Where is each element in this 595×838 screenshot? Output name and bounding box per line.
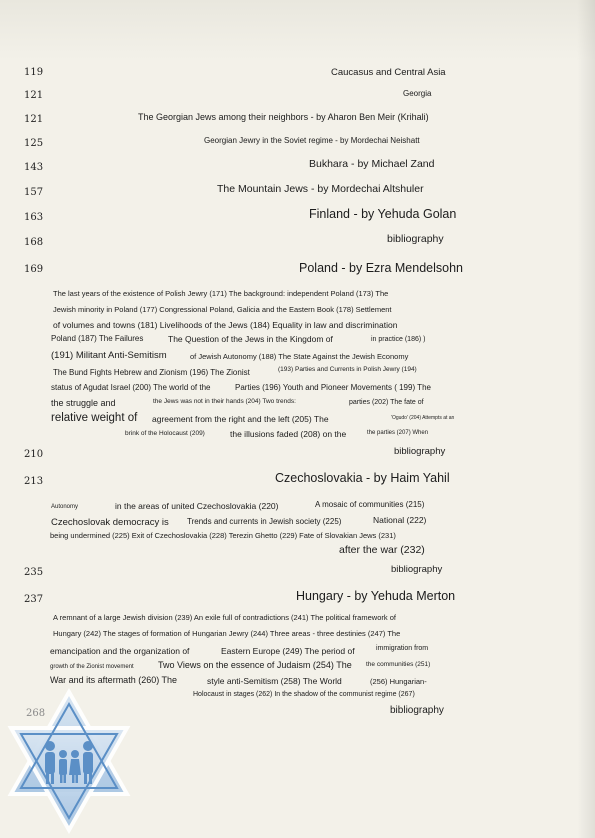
poland-subtopic: status of Agudat Israel (200) The world of the (51, 383, 211, 392)
czech-subtopic: after the war (232) (339, 544, 425, 556)
hungary-subtopic: style anti-Semitism (258) The World (207, 676, 342, 686)
toc-title: Georgian Jewry in the Soviet regime - by Mordechai Neishatt (204, 136, 420, 145)
page-number: 157 (24, 187, 44, 198)
hungary-subtopic: immigration from (376, 645, 429, 652)
toc-title: The Mountain Jews - by Mordechai Altshuler (217, 183, 424, 195)
toc-bibliography: bibliography (394, 446, 446, 457)
hungary-subtopic: Hungary (242) The stages of formation of Hungarian Jewry (244) Three areas - three destinies (247) The (53, 629, 401, 638)
toc-title: Finland - by Yehuda Golan (309, 207, 457, 221)
toc-title: Czechoslovakia - by Haim Yahil (275, 471, 450, 485)
hungary-subtopic: emancipation and the organization of (50, 646, 190, 656)
poland-subtopic: the Jews was not in their hands (204) Two trends: (153, 398, 296, 405)
poland-subtopic: The Question of the Jews in the Kingdom of (168, 334, 333, 344)
poland-subtopic: in practice (186) ) (371, 336, 426, 343)
hungary-subtopic: (256) Hungarian- (370, 677, 427, 686)
poland-subtopic: the struggle and (51, 398, 116, 408)
page-edge-shadow (577, 0, 595, 838)
toc-bibliography: bibliography (387, 233, 444, 245)
poland-subtopic: of volumes and towns (181) Livelihoods of the Jews (184) Equality in law and discrimination (53, 320, 398, 330)
poland-subtopic: of Jewish Autonomy (188) The State Against the Jewish Economy (190, 352, 409, 361)
poland-subtopic: (193) Parties and Currents in Polish Jewry (194) (278, 366, 417, 373)
page-number: 119 (24, 67, 44, 78)
czech-subtopic: Czechoslovak democracy is (51, 517, 169, 528)
czech-subtopic: National (222) (373, 515, 427, 525)
toc-title: Hungary - by Yehuda Merton (296, 589, 456, 603)
poland-subtopic: 'Ogudo' (204) Attempts at an (391, 415, 455, 421)
poland-subtopic: The Bund Fights Hebrew and Zionism (196) The Zionist (53, 368, 250, 377)
toc-title: Bukhara - by Michael Zand (309, 158, 435, 170)
poland-subtopic: the illusions faded (208) on the (230, 429, 347, 439)
poland-subtopic: Jewish minority in Poland (177) Congressional Poland, Galicia and the Eastern Book (178) Settlement (53, 305, 392, 314)
hungary-subtopic: Holocaust in stages (262) In the shadow of the communist regime (267) (193, 691, 415, 698)
poland-subtopic: (191) Militant Anti-Semitism (51, 350, 167, 361)
page-number: 125 (24, 138, 44, 149)
page-number: 268 (26, 708, 46, 719)
toc-title: The Georgian Jews among their neighbors - by Aharon Ben Meir (Krihali) (138, 112, 429, 122)
hungary-subtopic: growth of the Zionist movement (50, 664, 134, 670)
page-number: 143 (24, 162, 44, 173)
poland-subtopic: agreement from the right and the left (205) The (152, 414, 329, 424)
toc-bibliography: bibliography (390, 705, 444, 716)
page-number: 168 (24, 237, 44, 248)
hungary-subtopic: A remnant of a large Jewish division (239) An exile full of contradictions (241) The political framework of (53, 613, 396, 622)
toc-title: Georgia (403, 89, 432, 98)
page-number: 235 (24, 567, 44, 578)
page-number: 121 (24, 90, 44, 101)
hungary-subtopic: War and its aftermath (260) The (50, 675, 178, 685)
hungary-subtopic: Two Views on the essence of Judaism (254) The (158, 660, 352, 670)
star-of-david-family-logo (6, 688, 132, 834)
toc-bibliography: bibliography (391, 564, 443, 575)
poland-subtopic: brink of the Holocaust (209) (125, 430, 205, 437)
poland-subtopic: Poland (187) The Failures (51, 334, 144, 343)
page-number: 237 (24, 594, 44, 605)
czech-subtopic: Trends and currents in Jewish society (225) (187, 517, 342, 526)
poland-subtopic: The last years of the existence of Polish Jewry (171) The background: independent Poland (173) The (53, 289, 389, 298)
toc-title: Poland - by Ezra Mendelsohn (299, 261, 463, 275)
czech-subtopic: being undermined (225) Exit of Czechoslovakia (228) Terezin Ghetto (229) Fate of Slovakian Jews (231) (50, 531, 396, 540)
page-number: 121 (24, 114, 44, 125)
czech-subtopic: in the areas of united Czechoslovakia (220) (115, 501, 279, 511)
page-number: 213 (24, 476, 44, 487)
czech-subtopic: Autonomy (51, 504, 79, 510)
page-number: 210 (24, 449, 44, 460)
hungary-subtopic: the communities (251) (366, 661, 431, 668)
czech-subtopic: A mosaic of communities (215) (315, 500, 425, 509)
hungary-subtopic: Eastern Europe (249) The period of (221, 646, 355, 656)
poland-subtopic: Parties (196) Youth and Pioneer Movements ( 199) The (235, 383, 431, 392)
poland-subtopic: parties (202) The fate of (349, 399, 424, 406)
toc-title: Caucasus and Central Asia (331, 67, 446, 78)
page-number: 163 (24, 212, 44, 223)
poland-subtopic: relative weight of (51, 412, 138, 424)
page-number: 169 (24, 264, 44, 275)
poland-subtopic: the parties (207) When (367, 430, 429, 436)
